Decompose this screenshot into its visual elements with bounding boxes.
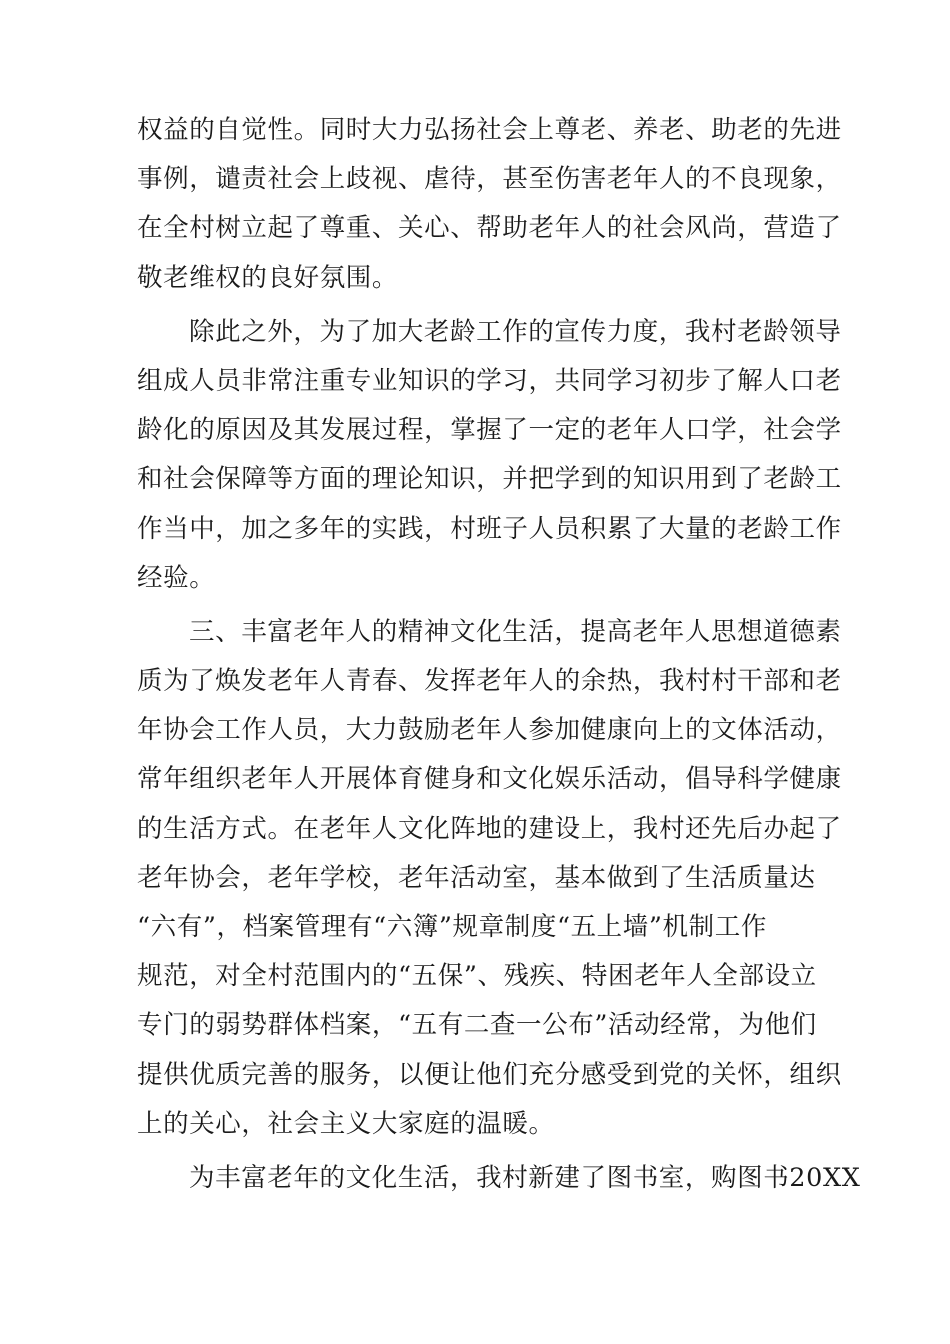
paragraph-1-line-3: 在全村树立起了尊重、关心、帮助老年人的社会风尚，营造了 xyxy=(137,213,842,244)
paragraph-3-line-10: 提供优质完善的服务，以便让他们充分感受到党的关怀，组织 xyxy=(137,1059,842,1090)
paragraph-3-line-7: “六有”，档案管理有“六簿”规章制度“五上墙”机制工作 xyxy=(137,912,767,942)
paragraph-2-line-5: 作当中，加之多年的实践，村班子人员积累了大量的老龄工作 xyxy=(137,513,842,544)
paragraph-3-line-6: 老年协会，老年学校，老年活动室，基本做到了生活质量达 xyxy=(137,862,816,893)
paragraph-2-line-4: 和社会保障等方面的理论知识，并把学到的知识用到了老龄工 xyxy=(137,464,842,495)
paragraph-3-line-8: 规范，对全村范围内的“五保”、残疾、特困老年人全部设立 xyxy=(137,961,817,992)
paragraph-1-line-4: 敬老维权的良好氛围。 xyxy=(137,262,399,293)
paragraph-2-line-3: 龄化的原因及其发展过程，掌握了一定的老年人口学，社会学 xyxy=(137,415,842,446)
paragraph-3-line-9: 专门的弱势群体档案，“五有二查一公布”活动经常，为他们 xyxy=(137,1010,817,1041)
paragraph-1-line-1: 权益的自觉性。同时大力弘扬社会上尊老、养老、助老的先进 xyxy=(137,115,842,145)
paragraph-1-line-2: 事例，谴责社会上歧视、虐待，甚至伤害老年人的不良现象， xyxy=(137,164,842,195)
paragraph-3-line-2: 质为了焕发老年人青春、发挥老年人的余热，我村村干部和老 xyxy=(137,666,842,697)
paragraph-2-line-6: 经验。 xyxy=(137,562,216,593)
paragraph-3-line-3: 年协会工作人员，大力鼓励老年人参加健康向上的文体活动， xyxy=(137,715,842,746)
paragraph-3-line-11: 上的关心，社会主义大家庭的温暖。 xyxy=(137,1108,555,1139)
paragraph-4-line-1: 为丰富老年的文化生活，我村新建了图书室，购图书20XX xyxy=(189,1162,861,1193)
paragraph-3-line-4: 常年组织老年人开展体育健身和文化娱乐活动，倡导科学健康 xyxy=(137,764,842,795)
paragraph-3-line-5: 的生活方式。在老年人文化阵地的建设上，我村还先后办起了 xyxy=(137,813,842,844)
paragraph-2-line-1: 除此之外，为了加大老龄工作的宣传力度，我村老龄领导 xyxy=(189,316,842,347)
paragraph-2-line-2: 组成人员非常注重专业知识的学习，共同学习初步了解人口老 xyxy=(137,365,842,396)
paragraph-3-line-1: 三、丰富老年人的精神文化生活，提高老年人思想道德素 xyxy=(189,616,842,647)
document-body xyxy=(137,106,861,1203)
